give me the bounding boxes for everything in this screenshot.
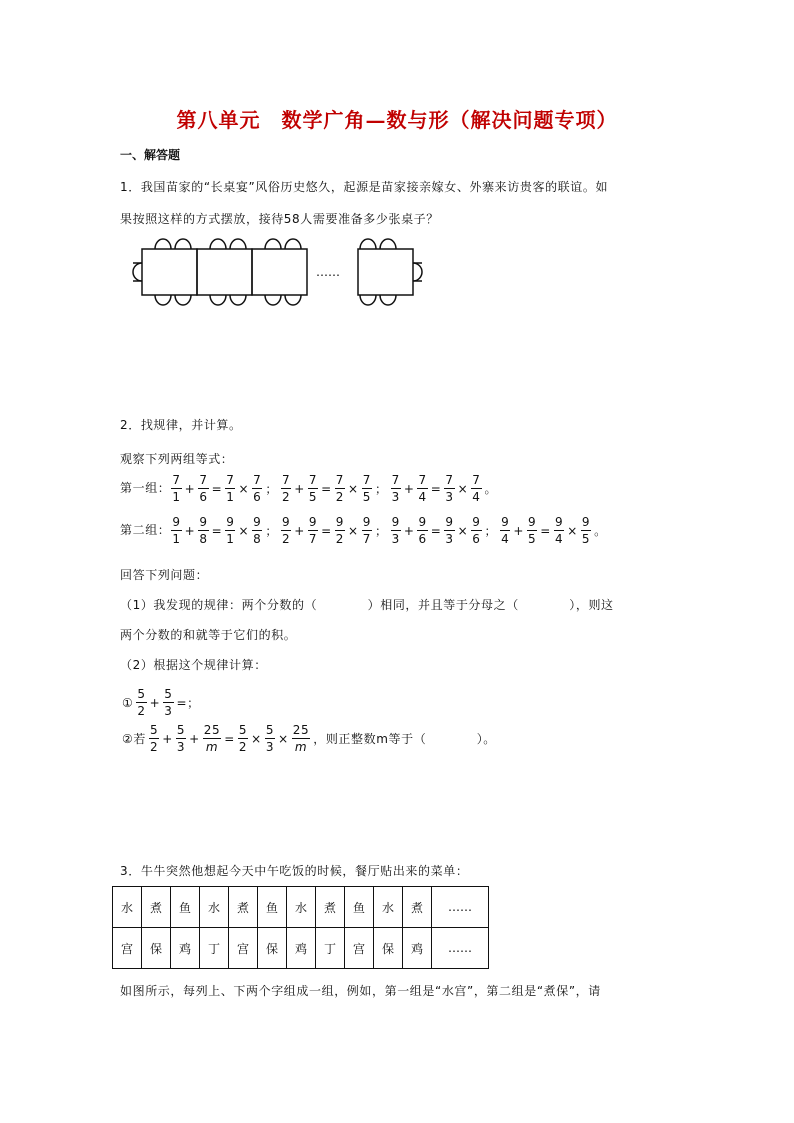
menu-cell: 鸡 [287, 928, 316, 969]
page-title: 第八单元 数学广角—数与形（解决问题专项） [176, 108, 618, 132]
menu-cell: 煮 [142, 887, 171, 928]
menu-cell: 煮 [403, 887, 432, 928]
section-heading: 一、解答题 [120, 148, 181, 162]
operator: + [149, 695, 161, 710]
chair-top [155, 239, 171, 249]
chair-bottom [380, 295, 396, 305]
operator: + [294, 481, 305, 496]
operator: × [457, 523, 469, 538]
operator: + [513, 523, 525, 538]
fraction: $\frac{7}{5}$ [308, 473, 318, 504]
fraction: $\frac{9}{7}$ [308, 515, 318, 546]
operator: = [430, 481, 442, 496]
fraction: $\frac{7}{6}$ [199, 473, 208, 504]
operator: = [211, 523, 223, 538]
menu-cell: 煮 [229, 887, 258, 928]
menu-row-bottom [113, 928, 489, 969]
menu-row-top [113, 887, 489, 928]
chair-bottom [175, 295, 191, 305]
menu-cell: 煮 [316, 887, 345, 928]
operator: ① [122, 695, 134, 710]
menu-cell: 保 [258, 928, 287, 969]
table-2 [197, 249, 252, 295]
menu-cell: 鱼 [345, 887, 374, 928]
fraction: $\frac{5}{2}$ [137, 687, 146, 718]
q2-part1-line-1: （1）我发现的规律：两个分数的（ ）相同，并且等于分母之（ ），则这 [120, 598, 614, 612]
fraction: $\frac{7}{4}$ [418, 473, 427, 504]
menu-cell: 宫 [113, 928, 142, 969]
fraction: $\frac{9}{3}$ [445, 515, 454, 546]
fraction: $\frac{25}{m}$ [292, 723, 310, 754]
operator: ； [265, 524, 278, 538]
calc-2 [120, 724, 498, 753]
q2-observe: 观察下列两组等式： [120, 452, 234, 466]
fraction: $\frac{5}{2}$ [149, 723, 159, 754]
fraction: $\frac{9}{5}$ [581, 515, 591, 546]
operator: + [184, 523, 196, 538]
operator: + [403, 523, 415, 538]
operator: × [238, 481, 250, 496]
group-2-row [120, 516, 609, 545]
menu-cell: 保 [142, 928, 171, 969]
q2-part1-line-2: 两个分数的和就等于它们的积。 [120, 628, 297, 642]
chair-top [360, 239, 376, 249]
fraction: $\frac{9}{1}$ [226, 515, 235, 546]
operator: + [162, 731, 173, 746]
q2-answer-prompt: 回答下列问题： [120, 568, 209, 582]
operator: 。 [484, 482, 498, 496]
calc-1 [120, 688, 202, 717]
fraction: $\frac{9}{6}$ [418, 515, 427, 546]
group-1-row [120, 474, 499, 503]
long-table-diagram [120, 236, 440, 310]
fraction: $\frac{7}{3}$ [445, 473, 454, 504]
table-last [358, 249, 413, 295]
operator: ； [484, 524, 498, 538]
operator: + [294, 523, 305, 538]
fraction: $\frac{9}{8}$ [199, 515, 208, 546]
fraction: $\frac{7}{1}$ [226, 473, 235, 504]
menu-table [112, 886, 489, 969]
operator: ； [374, 482, 388, 496]
menu-cell: 鱼 [171, 887, 200, 928]
menu-cell: 保 [374, 928, 403, 969]
menu-cell: 宫 [229, 928, 258, 969]
menu-cell: 鱼 [258, 887, 287, 928]
fraction: $\frac{9}{2}$ [281, 515, 291, 546]
chair-bottom [285, 295, 301, 305]
menu-cell: 水 [200, 887, 229, 928]
fraction: $\frac{7}{2}$ [335, 473, 345, 504]
operator: × [251, 731, 262, 746]
chair-bottom [210, 295, 226, 305]
operator: 。 [594, 524, 607, 538]
menu-cell: 鸡 [171, 928, 200, 969]
ellipsis: …… [316, 265, 340, 279]
fraction: $\frac{9}{3}$ [391, 515, 400, 546]
fraction: $\frac{7}{3}$ [391, 473, 400, 504]
chair-top [285, 239, 301, 249]
operator: ，则正整数m等于（ ）。 [313, 732, 496, 746]
operator: =； [176, 696, 200, 710]
operator: = [211, 481, 223, 496]
fraction: $\frac{7}{5}$ [362, 473, 371, 504]
operator: = [321, 481, 332, 496]
menu-cell: 鸡 [403, 928, 432, 969]
operator: × [567, 523, 578, 538]
menu-cell: …… [432, 928, 489, 969]
operator: + [403, 481, 415, 496]
chair-bottom [230, 295, 246, 305]
operator: × [457, 481, 469, 496]
menu-cell: 水 [287, 887, 316, 928]
operator: ； [265, 482, 278, 496]
operator: = [430, 523, 442, 538]
q1-line-2: 果按照这样的方式摆放，接待58人需要准备多少张桌子？ [120, 212, 439, 226]
fraction: $\frac{9}{8}$ [253, 515, 262, 546]
group-2-label: 第二组： [120, 523, 171, 537]
group-1-label: 第一组： [120, 481, 171, 495]
fraction: $\frac{25}{m}$ [203, 723, 221, 754]
menu-cell: 水 [113, 887, 142, 928]
fraction: $\frac{7}{1}$ [172, 473, 181, 504]
menu-cell: …… [432, 887, 489, 928]
chair-top [230, 239, 246, 249]
fraction: $\frac{9}{4}$ [554, 515, 564, 546]
fraction: $\frac{5}{3}$ [176, 723, 186, 754]
fraction: $\frac{7}{2}$ [281, 473, 291, 504]
table-1 [142, 249, 197, 295]
chair-top [210, 239, 226, 249]
fraction: $\frac{9}{4}$ [501, 515, 510, 546]
fraction: $\frac{9}{7}$ [362, 515, 371, 546]
fraction: $\frac{9}{1}$ [172, 515, 181, 546]
q2-heading: 2．找规律，并计算。 [120, 418, 242, 432]
chair-top [175, 239, 191, 249]
menu-cell: 水 [374, 887, 403, 928]
fraction: $\frac{7}{6}$ [253, 473, 262, 504]
fraction: $\frac{5}{3}$ [164, 687, 173, 718]
fraction: $\frac{7}{4}$ [472, 473, 481, 504]
fraction: $\frac{9}{2}$ [335, 515, 345, 546]
operator: + [189, 731, 200, 746]
chair-right [413, 263, 422, 281]
operator: × [278, 731, 289, 746]
operator: ②若 [122, 732, 146, 746]
operator: ； [374, 524, 388, 538]
fraction: $\frac{9}{5}$ [528, 515, 537, 546]
chair-top [380, 239, 396, 249]
operator: = [321, 523, 332, 538]
operator: × [348, 523, 359, 538]
table-3 [252, 249, 307, 295]
menu-cell: 丁 [200, 928, 229, 969]
fraction: $\frac{9}{6}$ [472, 515, 481, 546]
operator: = [540, 523, 551, 538]
q3-footer: 如图所示，每列上、下两个字组成一组，例如，第一组是“水宫”，第二组是“煮保”，请 [120, 984, 601, 998]
menu-cell: 丁 [316, 928, 345, 969]
q3-heading: 3．牛牛突然他想起今天中午吃饭的时候，餐厅贴出来的菜单： [120, 864, 469, 878]
fraction: $\frac{5}{2}$ [238, 723, 248, 754]
chair-bottom [360, 295, 376, 305]
chair-top [265, 239, 281, 249]
chair-bottom [265, 295, 281, 305]
chair-left [133, 263, 142, 281]
q2-part2: （2）根据这个规律计算： [120, 658, 267, 672]
q1-line-1: 1．我国苗家的“长桌宴”风俗历史悠久，起源是苗家接亲嫁女、外寨来访贵客的联谊。如 [120, 180, 609, 194]
operator: + [184, 481, 196, 496]
operator: × [348, 481, 359, 496]
chair-bottom [155, 295, 171, 305]
operator: = [224, 731, 235, 746]
operator: × [238, 523, 250, 538]
menu-cell: 宫 [345, 928, 374, 969]
fraction: $\frac{5}{3}$ [265, 723, 275, 754]
